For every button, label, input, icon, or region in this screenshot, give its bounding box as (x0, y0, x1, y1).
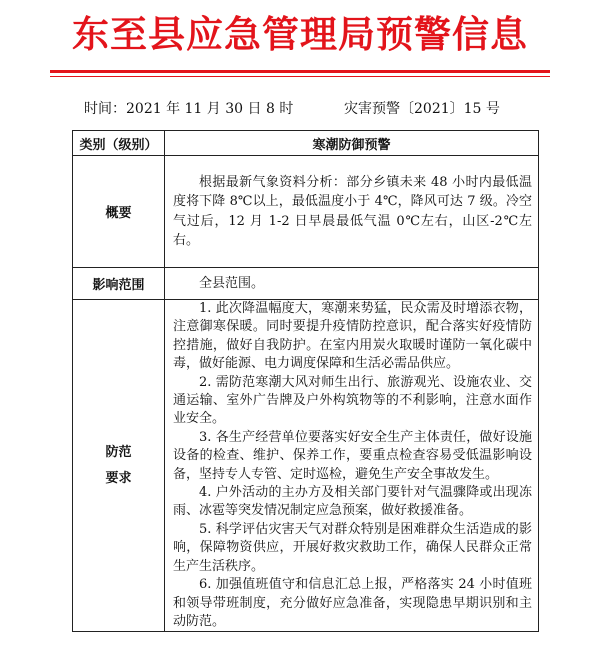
impact-cell (165, 268, 539, 300)
category-row (73, 131, 539, 156)
overview-row (73, 156, 539, 268)
requirements-label-line1: 防范 (105, 444, 132, 460)
requirement-item: 6. 加强值班值守和信息汇总上报，严格落实 24 小时值班和领导带班制度，充分做好应急准备，实现隐患早期识别和主动防范。 (173, 577, 532, 629)
overview-label: 概要 (73, 156, 165, 268)
requirements-cell (165, 300, 539, 632)
requirement-item: 5. 科学评估灾害天气对群众特别是困难群众生活造成的影响，保障物资供应，开展好救灾救助工作，确保人民群众正常生产生活秩序。 (173, 521, 532, 574)
warning-number: 灾害预警〔2021〕15 号 (344, 101, 500, 117)
category-value: 寒潮防御预警 (165, 131, 539, 156)
warning-table (72, 130, 539, 632)
overview-text: 根据最新气象资料分析：部分乡镇未来 48 小时内最低温度将下降 8℃以上，最低温度小于 4℃，降风可达 7 级。冷空气过后，12 月 1-2 日早晨最低气温 0℃左右，山区-2℃左右。 (173, 174, 532, 248)
impact-row (73, 268, 539, 300)
title-rule-thin (50, 76, 550, 77)
requirements-label-line2: 要求 (105, 470, 132, 486)
title-rule-thick (50, 70, 550, 73)
issue-time: 时间：2021 年 11 月 30 日 8 时 (84, 101, 294, 117)
overview-cell (165, 156, 539, 268)
document-title: 东至县应急管理局预警信息 (72, 13, 528, 56)
requirement-item: 4. 户外活动的主办方及相关部门要针对气温骤降或出现冻雨、冰雹等突发情况制定应急预案，做好救援准备。 (173, 485, 532, 519)
category-label: 类别（级别） (73, 131, 165, 156)
requirement-item: 1. 此次降温幅度大，寒潮来势猛，民众需及时增添衣物，注意御寒保暖。同时要提升疫情防控意识，配合落实好疫情防控措施，做好自我防护。在室内用炭火取暖时谨防一氧化碳中毒，做好能源、电力调度保障和生活必需品供应。 (173, 301, 532, 372)
impact-label: 影响范围 (73, 268, 165, 300)
requirement-item: 3. 各生产经营单位要落实好安全生产主体责任，做好设施设备的检查、维护、保养工作，要重点检查容易受低温影响设备，坚持专人专管、定时巡检，避免生产安全事故发生。 (173, 429, 532, 482)
impact-text: 全县范围。 (199, 275, 265, 291)
requirements-row (73, 300, 539, 632)
requirements-label (73, 300, 165, 632)
requirement-item: 2. 需防范寒潮大风对师生出行、旅游观光、设施农业、交通运输、室外广告牌及户外构筑物等的不利影响，注意水面作业安全。 (173, 374, 532, 427)
